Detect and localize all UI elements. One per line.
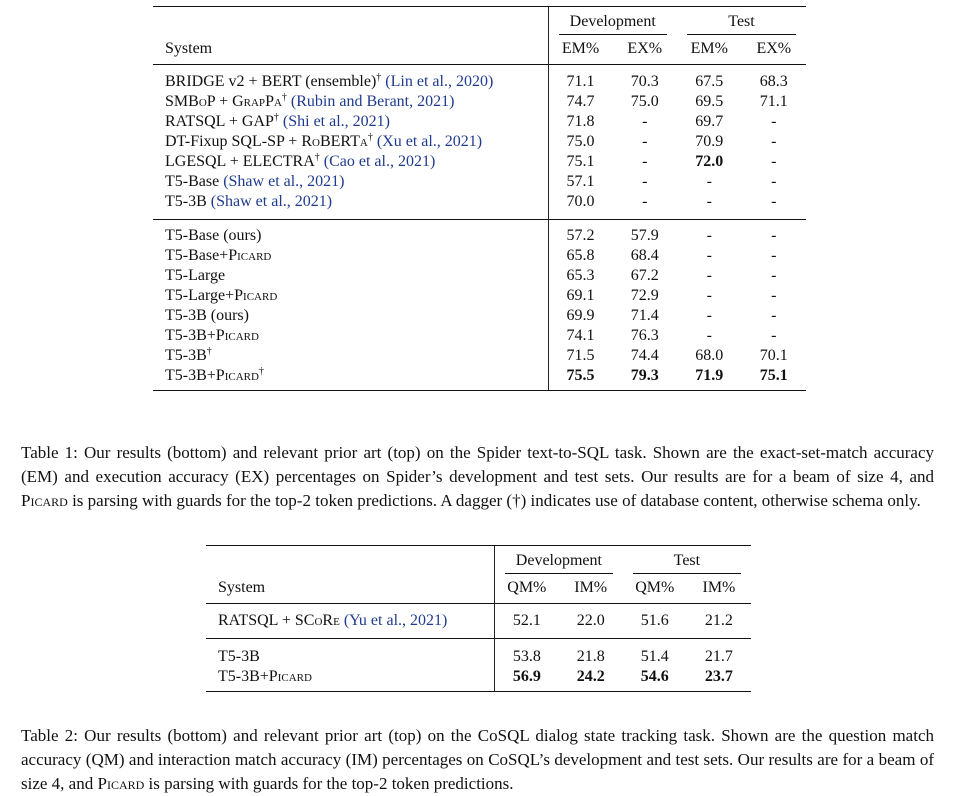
value-cell: 72.9 [630,287,659,304]
system-name-cell [206,604,495,639]
table-2-caption: Table 2: Our results (bottom) and relevant prior art (top) on the CoSQL dialog state tracking task. Shown are the question match accuracy (QM) and interaction match accuracy (IM) percentages on CoSQL’s development and test sets. Our results are for a beam of size 4, and Picard is parsing with guards for the top-2 token predictions. [21,726,934,793]
value-cell: - [642,173,648,190]
dagger-mark: † [376,72,382,83]
value-cell: - [771,153,777,170]
table-row [153,246,806,266]
table-row [153,306,806,326]
value-cell: - [706,267,712,284]
value-cell: 56.9 [495,667,559,692]
value-cell: 70.0 [548,192,613,220]
value-cell: - [771,307,777,324]
table-row [153,346,806,366]
system-name: T5-3B (ours) [165,307,249,324]
table-1-column-header-row [153,37,806,65]
table-2-group-header-row [206,546,751,577]
table-2 [206,545,751,692]
value-cell: 69.7 [695,113,724,130]
value-cell: 76.3 [630,327,659,344]
value-cell: 21.7 [687,639,751,668]
value-cell: 75.0 [548,132,613,152]
system-name: T5-3B+Picard [165,327,259,344]
value-cell: 79.3 [613,366,678,391]
value-cell: - [771,193,777,210]
value-cell: 65.8 [548,246,613,266]
value-cell: 69.5 [695,93,724,110]
value-cell: - [706,193,712,210]
value-cell: 71.4 [630,307,659,324]
value-cell: - [771,287,777,304]
table-1 [153,6,806,391]
value-cell: 53.8 [495,639,559,668]
value-cell: 75.0 [630,93,659,110]
system-name: T5-Base [165,173,220,190]
value-cell: 24.2 [559,667,623,692]
table-row [206,604,751,639]
system-name: T5-Base (ours) [165,227,262,244]
value-cell: - [771,133,777,150]
system-name: T5-3B+Picard [218,668,312,685]
value-cell: 65.3 [548,266,613,286]
value-cell: 71.5 [548,346,613,366]
system-name-cell [153,65,548,93]
value-cell: 51.6 [623,604,687,639]
group-header-test: Test [677,7,806,38]
value-cell: 71.8 [548,112,613,132]
value-cell: - [642,133,648,150]
value-cell: 69.9 [548,306,613,326]
value-cell: - [706,287,712,304]
system-name-cell [153,306,548,326]
system-name-cell [206,667,495,692]
value-cell: 71.1 [548,65,613,93]
value-cell: - [642,113,648,130]
system-name-cell [153,326,548,346]
value-cell: 74.7 [548,92,613,112]
table-row [153,220,806,247]
citation-link[interactable]: (Xu et al., 2021) [376,133,483,150]
system-name: T5-3B [218,648,260,665]
value-cell: 57.9 [613,220,678,247]
citation-link[interactable]: (Yu et al., 2021) [343,612,448,629]
table-row [153,192,806,220]
column-header-dev-qm: QM% [495,576,559,604]
value-cell: - [771,267,777,284]
citation-link[interactable]: (Shi et al., 2021) [282,113,390,130]
value-cell: 57.1 [548,172,613,192]
system-name: RATSQL + SCoRe [218,612,340,629]
table-2-grid [206,545,751,692]
system-name-cell [153,152,548,172]
value-cell: - [706,173,712,190]
value-cell: 71.1 [759,93,788,110]
table-row [153,172,806,192]
table-1-our-results-body [153,220,806,391]
value-cell: - [771,113,777,130]
citation-link[interactable]: (Rubin and Berant, 2021) [290,93,455,110]
value-cell: - [677,220,742,247]
value-cell: 68.3 [742,65,807,93]
value-cell: 68.0 [695,347,724,364]
table-row [153,266,806,286]
system-name: T5-Large [165,267,226,284]
column-header-dev-ex: EX% [627,40,663,57]
value-cell: - [642,193,648,210]
system-name: LGESQL + ELECTRA [165,153,315,170]
group-header-test: Test [623,546,751,577]
value-cell: 57.2 [548,220,613,247]
table-2-our-results-body [206,639,751,692]
table-row [153,366,806,391]
system-name: RATSQL + GAP [165,113,274,130]
citation-link[interactable]: (Lin et al., 2020) [385,73,494,90]
system-name-cell [153,172,548,192]
table-1-group-header-row [153,7,806,38]
citation-link[interactable]: (Shaw et al., 2021) [210,193,333,210]
system-name-cell [153,92,548,112]
column-header-system: System [165,40,213,57]
system-name: T5-3B [165,347,207,364]
dagger-mark: † [367,132,373,143]
value-cell: 75.5 [548,366,613,391]
table-row [153,286,806,306]
value-cell: 67.5 [677,65,742,93]
dagger-mark: † [281,92,287,103]
value-cell: - [706,247,712,264]
system-name-cell [153,366,548,391]
system-name: T5-Large+Picard [165,287,278,304]
system-name-cell [153,220,548,247]
table-row [153,152,806,172]
value-cell: 68.4 [630,247,659,264]
value-cell: 74.1 [548,326,613,346]
value-cell: 70.1 [759,347,788,364]
system-name-cell [153,266,548,286]
system-name-cell [153,246,548,266]
dagger-mark: † [314,152,320,163]
value-cell: 72.0 [695,153,724,170]
value-cell: 75.1 [548,152,613,172]
group-header-development: Development [548,7,677,38]
system-name: BRIDGE v2 + BERT (ensemble) [165,73,377,90]
value-cell: - [742,220,807,247]
citation-link[interactable]: (Cao et al., 2021) [323,153,436,170]
system-name-cell [206,639,495,668]
value-cell: - [706,327,712,344]
column-header-system: System [218,579,266,596]
column-header-dev-em: EM% [548,37,613,65]
table-row [206,639,751,668]
value-cell: - [706,307,712,324]
dagger-mark: † [273,112,279,123]
column-header-dev-im: IM% [574,579,608,596]
value-cell: - [642,153,648,170]
group-header-development: Development [495,546,623,577]
value-cell: 71.9 [677,366,742,391]
value-cell: 21.2 [687,604,751,639]
system-name-cell [153,286,548,306]
citation-link[interactable]: (Shaw et al., 2021) [223,173,345,190]
value-cell: 54.6 [623,667,687,692]
table-2-column-header-row [206,576,751,604]
column-header-test-em: EM% [690,40,728,57]
table-row [206,667,751,692]
value-cell: - [771,247,777,264]
value-cell: 23.7 [687,667,751,692]
table-row [153,112,806,132]
value-cell: 69.1 [548,286,613,306]
value-cell: 52.1 [495,604,559,639]
value-cell: 21.8 [559,639,623,668]
system-name-cell [153,132,548,152]
system-name-cell [153,346,548,366]
system-name: T5-3B+Picard [165,367,259,384]
system-name: T5-Base+Picard [165,247,272,264]
table-1-caption: Table 1: Our results (bottom) and relevant prior art (top) on the Spider text-to-SQL task. Shown are the exact-set-match accuracy (EM) and execution accuracy (EX) percentages on Spider’s development and test sets. Our results are for a beam of size 4, and Picard is parsing with guards for the top-2 token predictions. A dagger (†) indicates use of database content, otherwise schema only. [21,443,934,510]
table-1-grid [153,6,806,391]
value-cell: 70.3 [613,65,678,93]
system-name-cell [153,112,548,132]
value-cell: 74.4 [630,347,659,364]
system-name: T5-3B [165,193,207,210]
value-cell: - [771,173,777,190]
column-header-test-ex: EX% [756,40,792,57]
dagger-mark: † [258,366,264,377]
system-name-cell [153,192,548,220]
system-name: SMBoP + GrapPa [165,93,282,110]
table-row [153,132,806,152]
table-2-prior-art-body [206,604,751,639]
table-1-prior-art-body [153,65,806,220]
table-row [153,92,806,112]
system-name: DT-Fixup SQL-SP + RoBERTa [165,133,368,150]
value-cell: - [771,327,777,344]
dagger-mark: † [206,346,212,357]
value-cell: 51.4 [623,639,687,668]
column-header-test-qm: QM% [635,579,675,596]
table-row [153,326,806,346]
value-cell: 75.1 [742,366,807,391]
table-row [153,65,806,93]
value-cell: 67.2 [630,267,659,284]
value-cell: 22.0 [559,604,623,639]
column-header-test-im: IM% [702,579,736,596]
value-cell: 70.9 [695,133,724,150]
